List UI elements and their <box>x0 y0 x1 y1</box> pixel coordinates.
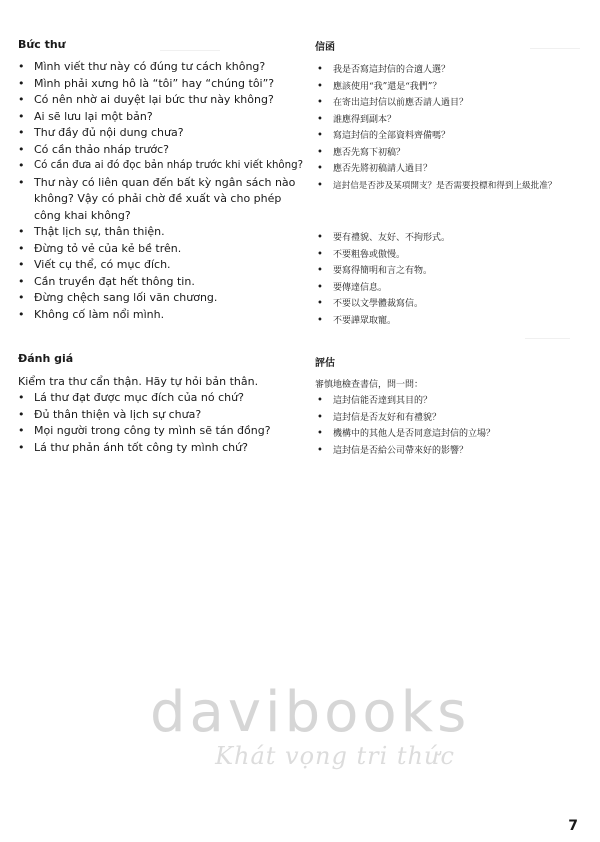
list-item: • Viết cụ thể, có mục đích. <box>18 257 303 274</box>
list-item: • 不要譁眾取寵。 <box>315 313 590 330</box>
section-heading: 信函 <box>315 42 335 53</box>
section-heading: Bức thư <box>18 38 66 51</box>
letter-section-vn <box>18 38 303 323</box>
section-heading: Đánh giá <box>18 352 74 365</box>
bleed-through-mark <box>525 338 570 339</box>
list-item: • 應否先將初稿請人過目？ <box>315 161 590 178</box>
list-item: • Lá thư đạt được mục đích của nó chứ? <box>18 390 303 407</box>
list-item: • Có nên nhờ ai duyệt lại bức thư này không? <box>18 92 303 109</box>
list-item: • 要傳達信息。 <box>315 280 590 297</box>
list-item: • Mình phải xưng hô là “tôi” hay “chúng tôi”? <box>18 76 303 93</box>
list-item: • 這封信是否給公司帶來好的影響？ <box>315 443 590 460</box>
list-item: • 這封信是否友好和有禮貌？ <box>315 410 590 427</box>
list-item: • 這封信能否達到其目的？ <box>315 393 590 410</box>
list-item: • Thư này có liên quan đến bất kỳ ngân sách nào không? Vậy có phải chờ đề xuất và cho phép công khai không? <box>18 175 303 225</box>
watermark-slogan: Khát vọng tri thức <box>215 742 455 770</box>
list-item: • Đừng chệch sang lối văn chương. <box>18 290 303 307</box>
list-item: • 應該使用“我”還是“我們”？ <box>315 79 590 96</box>
list-item: • 機構中的其他人是否同意這封信的立場？ <box>315 426 590 443</box>
list-item: • 不要粗魯或傲慢。 <box>315 247 590 264</box>
watermark-brand: davibooks <box>150 680 471 745</box>
list-item: • 寫這封信的全部資料齊備嗎？ <box>315 128 590 145</box>
list-item: • Thư đầy đủ nội dung chưa? <box>18 125 303 142</box>
list-item: • 要寫得簡明和言之有物。 <box>315 263 590 280</box>
list-item: • Mọi người trong công ty mình sẽ tán đồng? <box>18 423 303 440</box>
list-item: • Không cố làm nổi mình. <box>18 307 303 324</box>
list-item: • 誰應得到副本？ <box>315 112 590 129</box>
section-heading: 評估 <box>315 358 335 369</box>
page-number: 7 <box>568 818 578 834</box>
section-intro: Kiểm tra thư cẩn thận. Hãy tự hỏi bản thân. <box>18 375 259 388</box>
letter-checklist-vn <box>18 59 303 323</box>
list-item: • 這封信是否涉及某項開支？是否需要投標和得到上級批准？ <box>315 178 590 195</box>
evaluation-checklist-vn <box>18 390 303 456</box>
list-item: • 不要以文學體裁寫信。 <box>315 296 590 313</box>
list-item: • Mình viết thư này có đúng tư cách không? <box>18 59 303 76</box>
list-item: • Lá thư phản ánh tốt công ty mình chứ? <box>18 440 303 457</box>
list-item: • 在寄出這封信以前應否請人過目？ <box>315 95 590 112</box>
list-item: • Có cần thảo nháp trước? <box>18 142 303 159</box>
section-intro: 審慎地檢查書信，問一問： <box>315 380 424 390</box>
list-item: • Đừng tỏ vẻ của kẻ bề trên. <box>18 241 303 258</box>
evaluation-checklist-cn <box>315 393 590 459</box>
letter-section-cn <box>315 38 590 329</box>
list-item: • Đủ thân thiện và lịch sự chưa? <box>18 407 303 424</box>
evaluation-section-cn <box>315 354 590 459</box>
list-item: • 要有禮貌、友好、不拘形式。 <box>315 230 590 247</box>
list-item: • Ai sẽ lưu lại một bản? <box>18 109 303 126</box>
evaluation-section-vn <box>18 352 303 456</box>
letter-checklist-cn <box>315 62 590 329</box>
list-item: • Cần truyền đạt hết thông tin. <box>18 274 303 291</box>
list-item: • 應否先寫下初稿？ <box>315 145 590 162</box>
list-item: • 我是否寫這封信的合適人選？ <box>315 62 590 79</box>
list-item: • Có cần đưa ai đó đọc bản nháp trước khi viết không? <box>18 158 303 175</box>
list-item: • Thật lịch sự, thân thiện. <box>18 224 303 241</box>
